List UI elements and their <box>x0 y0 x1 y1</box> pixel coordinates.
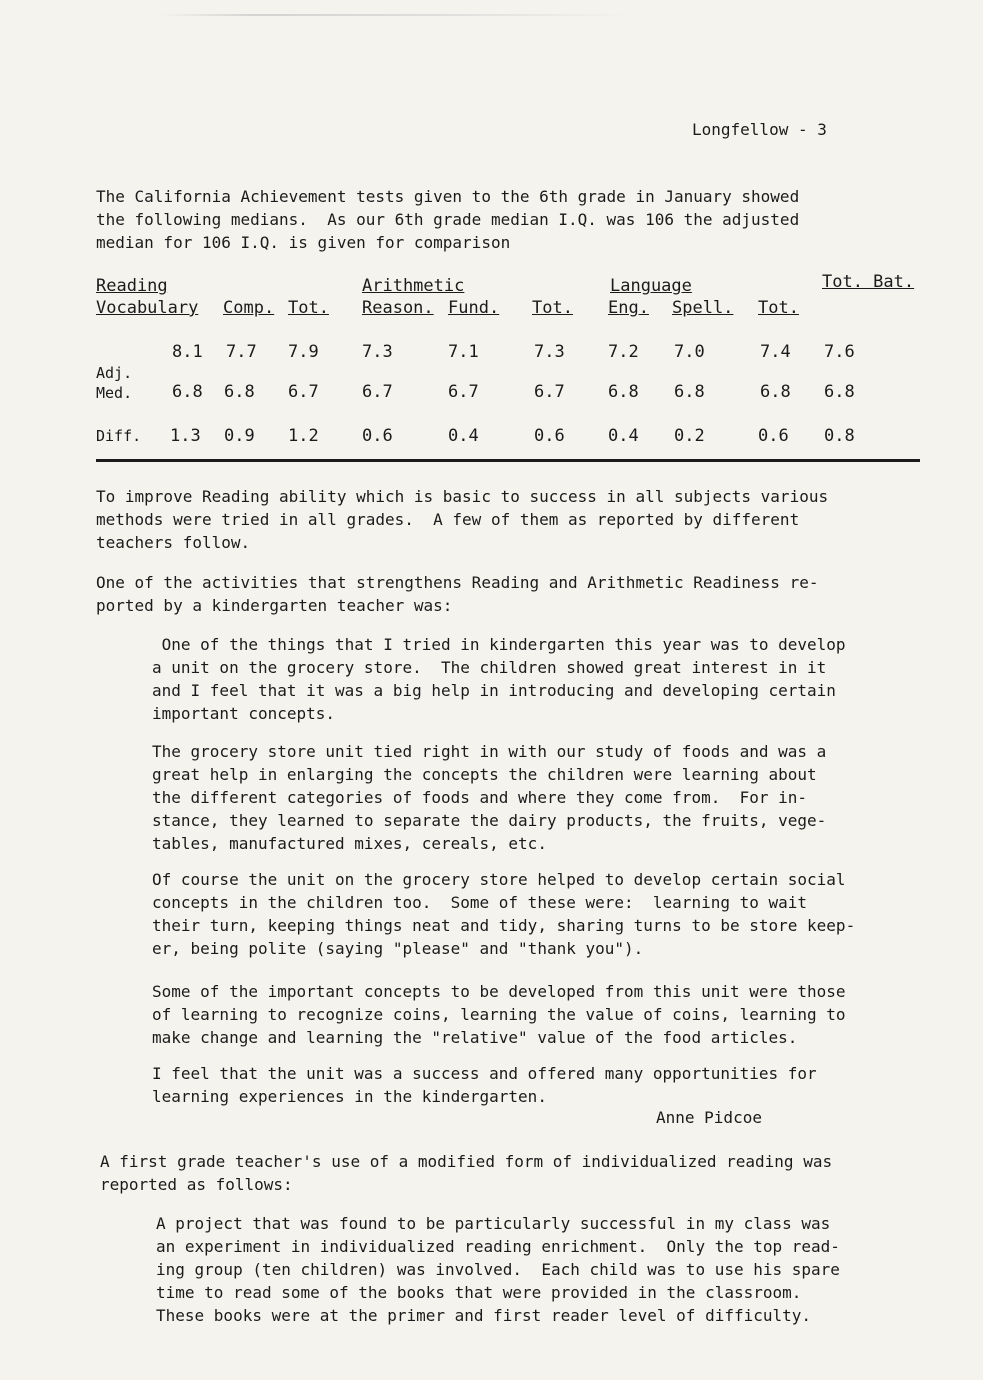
cell-r3-c9: 0.6 <box>758 426 789 446</box>
cell-r1-c8: 7.0 <box>674 342 705 362</box>
cell-r1-c2: 7.7 <box>226 342 257 362</box>
cell-r2-c8: 6.8 <box>674 382 705 402</box>
cell-r3-c2: 0.9 <box>224 426 255 446</box>
row-label-diff: Diff. <box>96 427 142 445</box>
cell-r1-c4: 7.3 <box>362 342 393 362</box>
medians-table <box>96 272 920 467</box>
cell-r2-c10: 6.8 <box>824 382 855 402</box>
page-header: Longfellow - 3 <box>692 120 827 139</box>
cell-r3-c4: 0.6 <box>362 426 393 446</box>
subheader-reason: Reason. <box>362 298 434 318</box>
group-tot-bat: Tot. Bat. <box>822 272 915 292</box>
subheader-eng: Eng. <box>608 298 649 318</box>
scan-artifact <box>160 14 630 16</box>
group-arithmetic: Arithmetic <box>362 276 465 296</box>
paragraph-improve-reading: To improve Reading ability which is basic to success in all subjects various methods were tried in all grades. A few of them as reported by different teachers follow. <box>96 487 829 552</box>
row-label-adj: Adj. <box>96 364 133 382</box>
subheader-vocabulary: Vocabulary <box>96 298 199 318</box>
subheader-fund: Fund. <box>448 298 500 318</box>
signature: Anne Pidcoe <box>656 1108 762 1127</box>
cell-r3-c10: 0.8 <box>824 426 855 446</box>
cell-r2-c9: 6.8 <box>760 382 791 402</box>
cell-r2-c4: 6.7 <box>362 382 393 402</box>
cell-r2-c7: 6.8 <box>608 382 639 402</box>
cell-r3-c7: 0.4 <box>608 426 639 446</box>
cell-r3-c1: 1.3 <box>170 426 201 446</box>
group-reading: Reading <box>96 276 168 296</box>
cell-r1-c6: 7.3 <box>534 342 565 362</box>
cell-r3-c6: 0.6 <box>534 426 565 446</box>
quote-paragraph-1: One of the things that I tried in kindergarten this year was to develop a unit on the grocery store. The children showed great interest in it and I feel that it was a big help in introducing and developing certain important concepts. <box>152 635 846 723</box>
cell-r2-c5: 6.7 <box>448 382 479 402</box>
cell-r1-c5: 7.1 <box>448 342 479 362</box>
cell-r3-c3: 1.2 <box>288 426 319 446</box>
cell-r1-c10: 7.6 <box>824 342 855 362</box>
subheader-lang-tot: Tot. <box>758 298 799 318</box>
cell-r1-c7: 7.2 <box>608 342 639 362</box>
row-label-med: Med. <box>96 384 133 402</box>
intro-paragraph: The California Achievement tests given to the 6th grade in January showed the following medians. As our 6th grade median I.Q. was 106 the adjusted median for 106 I.Q. is given for comparison <box>96 187 800 252</box>
subheader-spell: Spell. <box>672 298 734 318</box>
quote-paragraph-6: A project that was found to be particularly successful in my class was an experiment in individualized reading enrichment. Only the top read- ing group (ten children) was involved. Each child was to use his spare time to read some of the books that were provided in the classroom. These books were at the primer and first reader level of difficulty. <box>156 1214 840 1325</box>
cell-r3-c5: 0.4 <box>448 426 479 446</box>
cell-r1-c1: 8.1 <box>172 342 203 362</box>
quote-paragraph-4: Some of the important concepts to be developed from this unit were those of learning to recognize coins, learning the value of coins, learning to make change and learning the "relative" value of the food articles. <box>152 982 846 1047</box>
cell-r3-c8: 0.2 <box>674 426 705 446</box>
paragraph-first-grade: A first grade teacher's use of a modified form of individualized reading was reported as follows: <box>100 1152 833 1194</box>
cell-r1-c3: 7.9 <box>288 342 319 362</box>
cell-r2-c3: 6.7 <box>288 382 319 402</box>
cell-r2-c1: 6.8 <box>172 382 203 402</box>
subheader-arith-tot: Tot. <box>532 298 573 318</box>
cell-r1-c9: 7.4 <box>760 342 791 362</box>
cell-r2-c6: 6.7 <box>534 382 565 402</box>
table-bottom-rule <box>96 459 920 462</box>
group-language: Language <box>610 276 692 296</box>
quote-paragraph-5: I feel that the unit was a success and offered many opportunities for learning experiences in the kindergarten. <box>152 1064 817 1106</box>
subheader-comp: Comp. <box>223 298 275 318</box>
quote-paragraph-2: The grocery store unit tied right in with our study of foods and was a great help in enlarging the concepts the children were learning about the different categories of foods and where they come from. For in- stance, they learned to separate the dairy products, the fruits, vege- tables, manufactured mixes, cereals, etc. <box>152 742 827 853</box>
cell-r2-c2: 6.8 <box>224 382 255 402</box>
quote-paragraph-3: Of course the unit on the grocery store helped to develop certain social concepts in the children too. Some of these were: learning to wait their turn, keeping things neat and tidy, sharing turns to be store keep- er, being polite (saying "please" and "thank you"). <box>152 870 856 958</box>
paragraph-kindergarten-intro: One of the activities that strengthens Reading and Arithmetic Readiness re- ported by a kindergarten teacher was: <box>96 573 819 615</box>
subheader-reading-tot: Tot. <box>288 298 329 318</box>
